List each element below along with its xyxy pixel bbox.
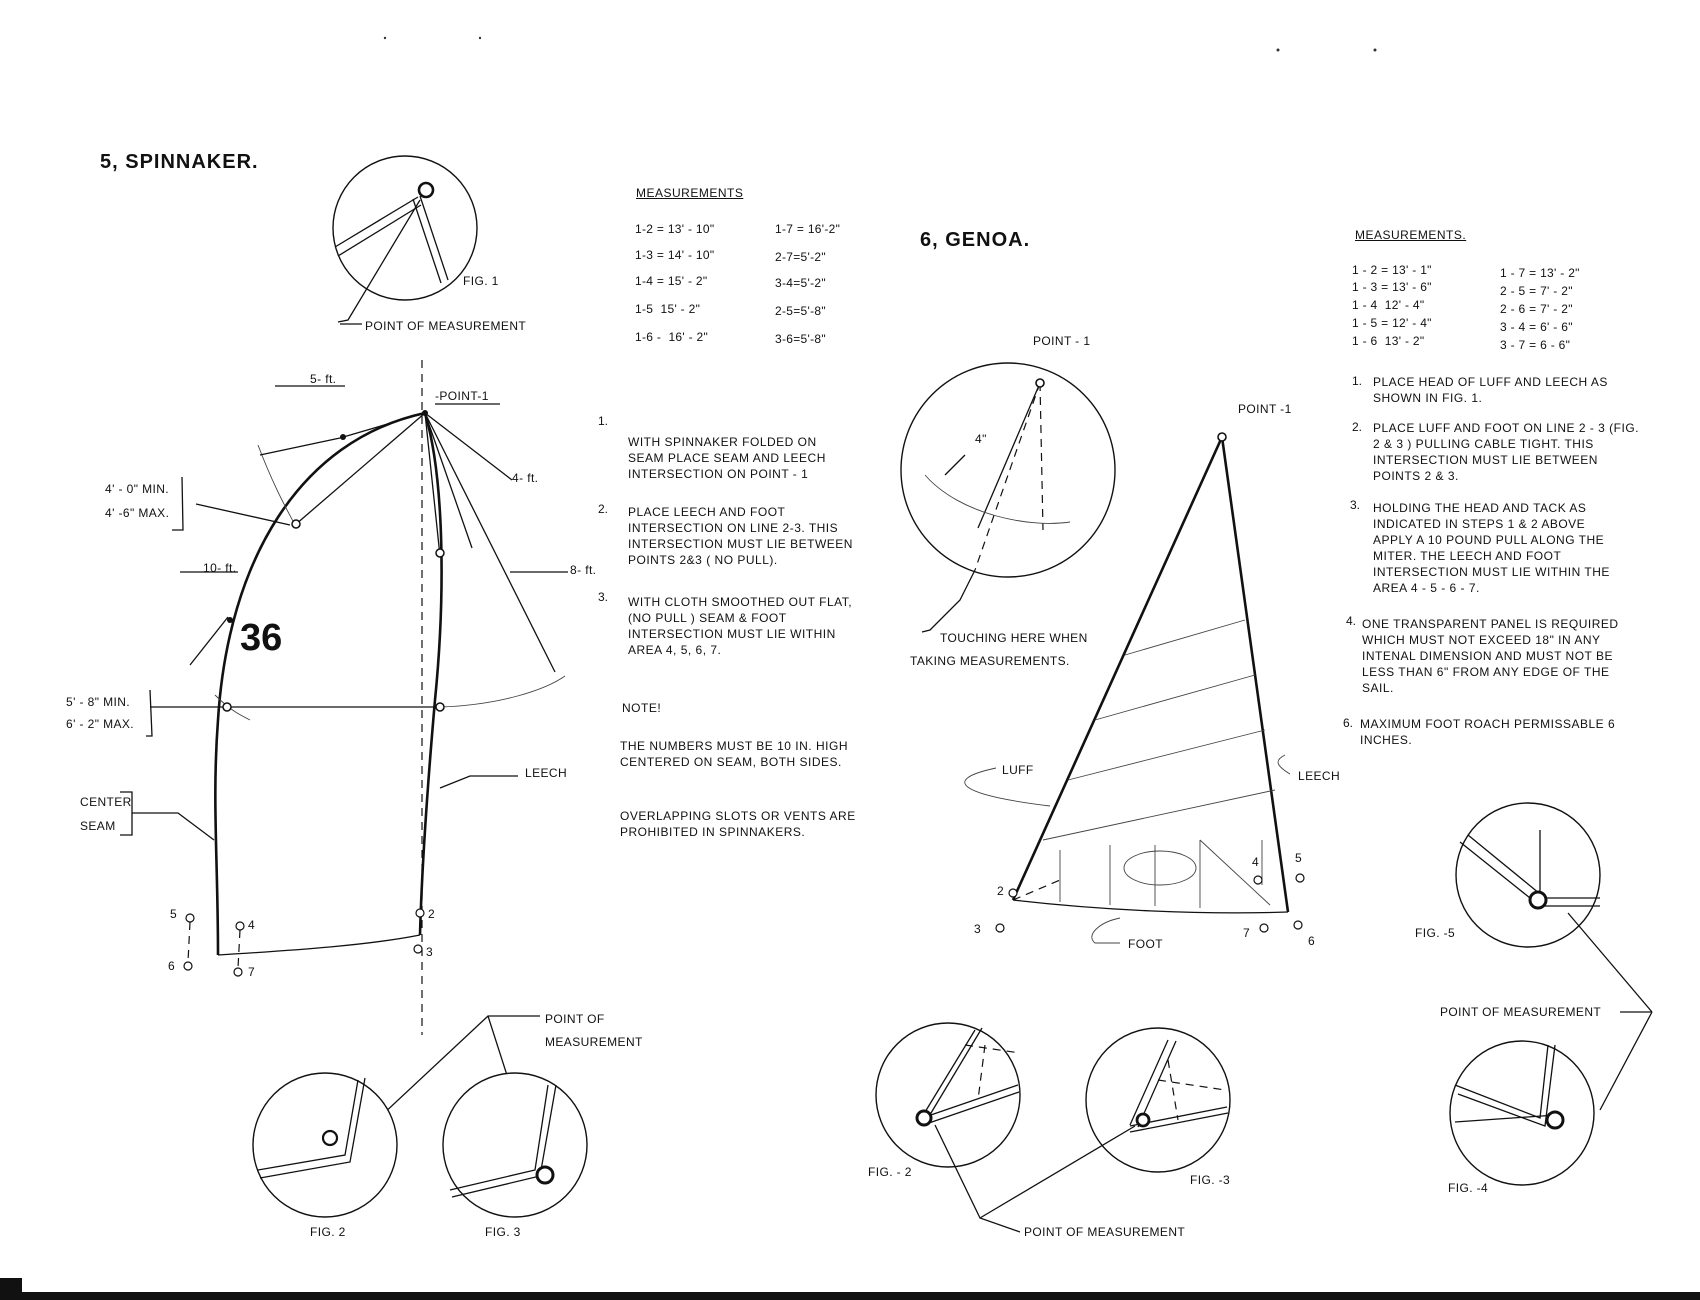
spinnaker-fig1	[333, 156, 499, 322]
spinnaker-ten-ft: 10- ft.	[203, 561, 237, 575]
genoa-fig3	[1086, 1028, 1230, 1187]
genoa-meas-row: 3 - 7 = 6 - 6"	[1500, 338, 1571, 352]
genoa-taking: TAKING MEASUREMENTS.	[910, 654, 1070, 668]
spinnaker-pom-line1: POINT OF	[545, 1012, 605, 1026]
genoa-pt-6: 6	[1308, 934, 1316, 948]
spinnaker-pt-4: 4	[248, 918, 256, 932]
genoa-meas-row: 1 - 4 12' - 4"	[1352, 298, 1425, 312]
scan-bottom-edge	[0, 1292, 1700, 1300]
genoa-pom-right: POINT OF MEASUREMENT	[1440, 1005, 1602, 1019]
spinnaker-meas-row: 3-6=5'-8"	[775, 332, 826, 346]
spinnaker-max1: 4' -6" MAX.	[105, 506, 170, 520]
genoa-fig5	[1415, 803, 1600, 947]
spinnaker-fig3-label: FIG. 3	[485, 1225, 521, 1239]
step-text: PLACE LUFF AND FOOT ON LINE 2 - 3 (FIG. 2 & 3 ) PULLING CABLE TIGHT. THIS INTERSECTION MUST LIE BETWEEN POINTS 2 & 3.	[1373, 421, 1639, 483]
spinnaker-meas-row: 1-6 - 16' - 2"	[635, 330, 709, 344]
genoa-meas-row: 2 - 5 = 7' - 2"	[1500, 284, 1573, 298]
step-text: WITH SPINNAKER FOLDED ON SEAM PLACE SEAM AND LEECH INTERSECTION ON POINT - 1	[628, 435, 826, 481]
step-number: 4.	[1346, 614, 1357, 628]
genoa-meas-row: 1 - 5 = 12' - 4"	[1352, 316, 1432, 330]
step-number: 1.	[598, 414, 609, 428]
spinnaker-min1: 4' - 0" MIN.	[105, 482, 170, 496]
spinnaker-point1-label: -POINT-1	[435, 389, 489, 403]
genoa-point1-side: POINT -1	[1238, 402, 1292, 416]
genoa-fig4-label: FIG. -4	[1448, 1181, 1489, 1195]
spinnaker-meas-row: 1-5 15' - 2"	[635, 302, 701, 316]
spinnaker-meas-row: 2-7=5'-2"	[775, 250, 826, 264]
genoa-pt-7: 7	[1243, 926, 1251, 940]
genoa-fig4	[1448, 1041, 1594, 1195]
spinnaker-seam-label: SEAM	[80, 819, 116, 833]
spinnaker-max2: 6' - 2" MAX.	[66, 717, 135, 731]
genoa-title: 6, GENOA.	[920, 229, 1031, 251]
spinnaker-point-of-measurement: POINT OF MEASUREMENT	[365, 319, 527, 333]
spinnaker-meas-row: 3-4=5'-2"	[775, 276, 826, 290]
step-number: 1.	[1352, 374, 1363, 388]
genoa-four-in: 4"	[975, 432, 987, 446]
spinnaker-note-title: NOTE!	[622, 701, 662, 715]
genoa-point-of-measurement: POINT OF MEASUREMENT	[1024, 1225, 1186, 1239]
step-text: PLACE LEECH AND FOOT INTERSECTION ON LINE 2-3. THIS INTERSECTION MUST LIE BETWEEN POINTS 2&3 ( NO PULL).	[628, 505, 853, 567]
spinnaker-fig1-label: FIG. 1	[463, 274, 499, 288]
genoa-meas-row: 3 - 4 = 6' - 6"	[1500, 320, 1573, 334]
genoa-fig5-label: FIG. -5	[1415, 926, 1456, 940]
step-number: 3.	[598, 590, 609, 604]
spinnaker-note-1: THE NUMBERS MUST BE 10 IN. HIGH CENTERED ON SEAM, BOTH SIDES.	[620, 739, 848, 769]
step-text: WITH CLOTH SMOOTHED OUT FLAT, (NO PULL ) SEAM & FOOT INTERSECTION MUST LIE WITHIN AREA 4, 5, 6, 7.	[628, 595, 853, 657]
genoa-meas-row: 1 - 2 = 13' - 1"	[1352, 263, 1432, 277]
scan-edge-mark	[0, 1278, 22, 1292]
genoa-fig2-label: FIG. - 2	[868, 1165, 912, 1179]
genoa-meas-row: 1 - 3 = 13' - 6"	[1352, 280, 1432, 294]
genoa-fig2	[868, 1023, 1020, 1179]
spinnaker-leech-label: LEECH	[525, 766, 568, 780]
spinnaker-fig3	[443, 1073, 587, 1239]
spinnaker-pt-7: 7	[248, 965, 256, 979]
spinnaker-note-2: OVERLAPPING SLOTS OR VENTS ARE PROHIBITED IN SPINNAKERS.	[620, 809, 856, 839]
genoa-fig3-label: FIG. -3	[1190, 1173, 1231, 1187]
spinnaker-sail-number: 36	[240, 617, 283, 659]
spinnaker-pt-3: 3	[426, 945, 434, 959]
spinnaker-eight-ft: 8- ft.	[570, 563, 597, 577]
spinnaker-fig2	[253, 1073, 397, 1239]
genoa-fig1	[901, 363, 1115, 632]
spinnaker-pt-6: 6	[168, 959, 176, 973]
spinnaker-corner-points	[168, 907, 435, 979]
spinnaker-meas-row: 1-3 = 14' - 10"	[635, 248, 715, 262]
spinnaker-pom-line2: MEASUREMENT	[545, 1035, 643, 1049]
step-number: 3.	[1350, 498, 1361, 512]
genoa-foot-label: FOOT	[1128, 937, 1163, 951]
step-number: 2.	[1352, 420, 1363, 434]
genoa-pt-4: 4	[1252, 855, 1260, 869]
step-text: MAXIMUM FOOT ROACH PERMISSABLE 6 INCHES.	[1360, 717, 1616, 747]
spinnaker-pt-2: 2	[428, 907, 436, 921]
step-text: HOLDING THE HEAD AND TACK AS INDICATED IN STEPS 1 & 2 ABOVE APPLY A 10 POUND PULL ALONG THE MITER. THE LEECH AND FOOT INTERSECTION MUST LIE WITHIN THE AREA 4 - 5 - 6 - 7.	[1373, 501, 1610, 595]
genoa-pt-5: 5	[1295, 851, 1303, 865]
genoa-meas-row: 2 - 6 = 7' - 2"	[1500, 302, 1573, 316]
genoa-luff-label: LUFF	[1002, 763, 1034, 777]
genoa-meas-row: 1 - 7 = 13' - 2"	[1500, 266, 1580, 280]
spinnaker-center-label: CENTER	[80, 795, 132, 809]
step-number: 6.	[1343, 716, 1354, 730]
step-text: ONE TRANSPARENT PANEL IS REQUIRED WHICH MUST NOT EXCEED 18" IN ANY INTENAL DIMENSION AND MUST NOT BE LESS THAN 6" FROM ANY EDGE OF THE SAIL.	[1362, 617, 1619, 695]
spinnaker-sail	[150, 360, 568, 1035]
spinnaker-fig2-label: FIG. 2	[310, 1225, 346, 1239]
spinnaker-four-ft: 4- ft.	[512, 471, 539, 485]
genoa-meas-row: 1 - 6 13' - 2"	[1352, 334, 1425, 348]
spinnaker-five-ft: 5- ft.	[310, 372, 337, 386]
step-number: 2.	[598, 502, 609, 516]
genoa-measurements-title: MEASUREMENTS.	[1355, 228, 1467, 242]
step-text: PLACE HEAD OF LUFF AND LEECH AS SHOWN IN FIG. 1.	[1373, 375, 1608, 405]
spinnaker-meas-row: 1-2 = 13' - 10"	[635, 222, 715, 236]
spinnaker-meas-row: 2-5=5'-8"	[775, 304, 826, 318]
genoa-pt-3: 3	[974, 922, 982, 936]
spinnaker-meas-row: 1-7 = 16'-2"	[775, 222, 841, 236]
spinnaker-measurements-title: MEASUREMENTS	[636, 186, 744, 200]
spinnaker-pt-5: 5	[170, 907, 178, 921]
genoa-leech-label: LEECH	[1298, 769, 1341, 783]
genoa-pt-2: 2	[997, 884, 1005, 898]
genoa-touching: TOUCHING HERE WHEN	[940, 631, 1088, 645]
spinnaker-meas-row: 1-4 = 15' - 2"	[635, 274, 708, 288]
spinnaker-title: 5, SPINNAKER.	[100, 151, 259, 173]
spinnaker-min2: 5' - 8" MIN.	[66, 695, 131, 709]
genoa-point1-top: POINT - 1	[1033, 334, 1091, 348]
